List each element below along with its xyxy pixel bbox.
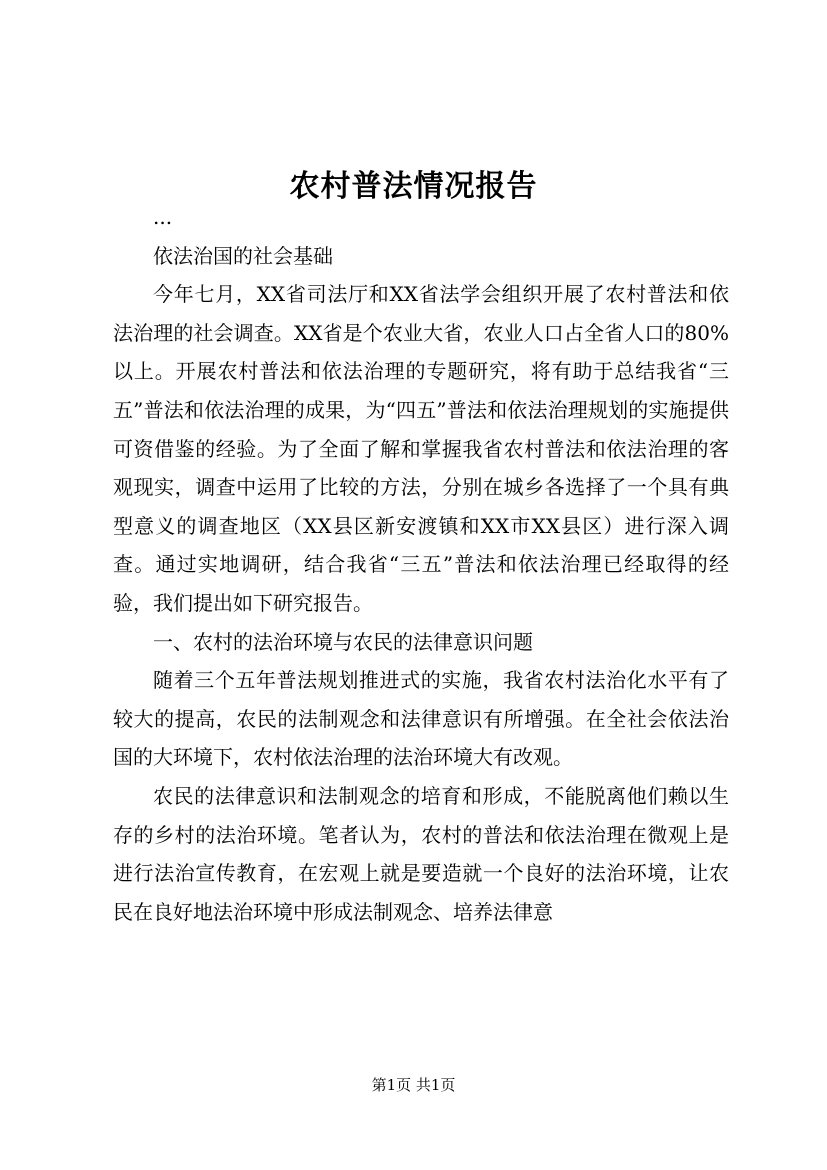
page-footer: 第1页 共1页 [371, 1076, 456, 1094]
paragraph-ellipsis: ... [153, 205, 173, 229]
paragraph-subtitle: 依法治国的社会基础 [153, 243, 333, 268]
paragraph-intro: 今年七月，XX省司法厅和XX省法学会组织开展了农村普法和依法治理的社会调查。XX省是个农业大省，农业人口占全省人口的80%以上。开展农村普法和依法治理的专题研究，将有助于总结我省“三五”普法和依法治理的成果，为“四五”普法和依法治理规划的实施提供可资借鉴的经验。为了全面了解和掌握我省农村普法和依法治理的客观现实，调查中运用了比较的方法，分别在城乡各选择了一个具有典型意义的调查地区（XX县区新安渡镇和XX市XX县区）进行深入调查。通过实地调研，结合我省“三五”普法和依法治理已经取得的经验，我们提出如下研究报告。 [113, 282, 729, 615]
paragraph-section-1-b: 农民的法律意识和法制观念的培育和形成，不能脱离他们赖以生存的乡村的法治环境。笔者认为，农村的普法和依法治理在微观上是进行法治宣传教育，在宏观上就是要造就一个良好的法治环境，让农民在良好地法治环境中形成法制观念、培养法律意 [113, 783, 729, 924]
section-heading-1: 一、农村的法治环境与农民的法律意识问题 [153, 629, 533, 654]
document-body [113, 198, 729, 931]
page-title: 农村普法情况报告 [289, 169, 538, 205]
paragraph-section-1-a: 随着三个五年普法规划推进式的实施，我省农村法治化水平有了较大的提高，农民的法制观念和法律意识有所增强。在全社会依法治国的大环境下，农村依法治理的法治环境大有改观。 [113, 668, 729, 770]
